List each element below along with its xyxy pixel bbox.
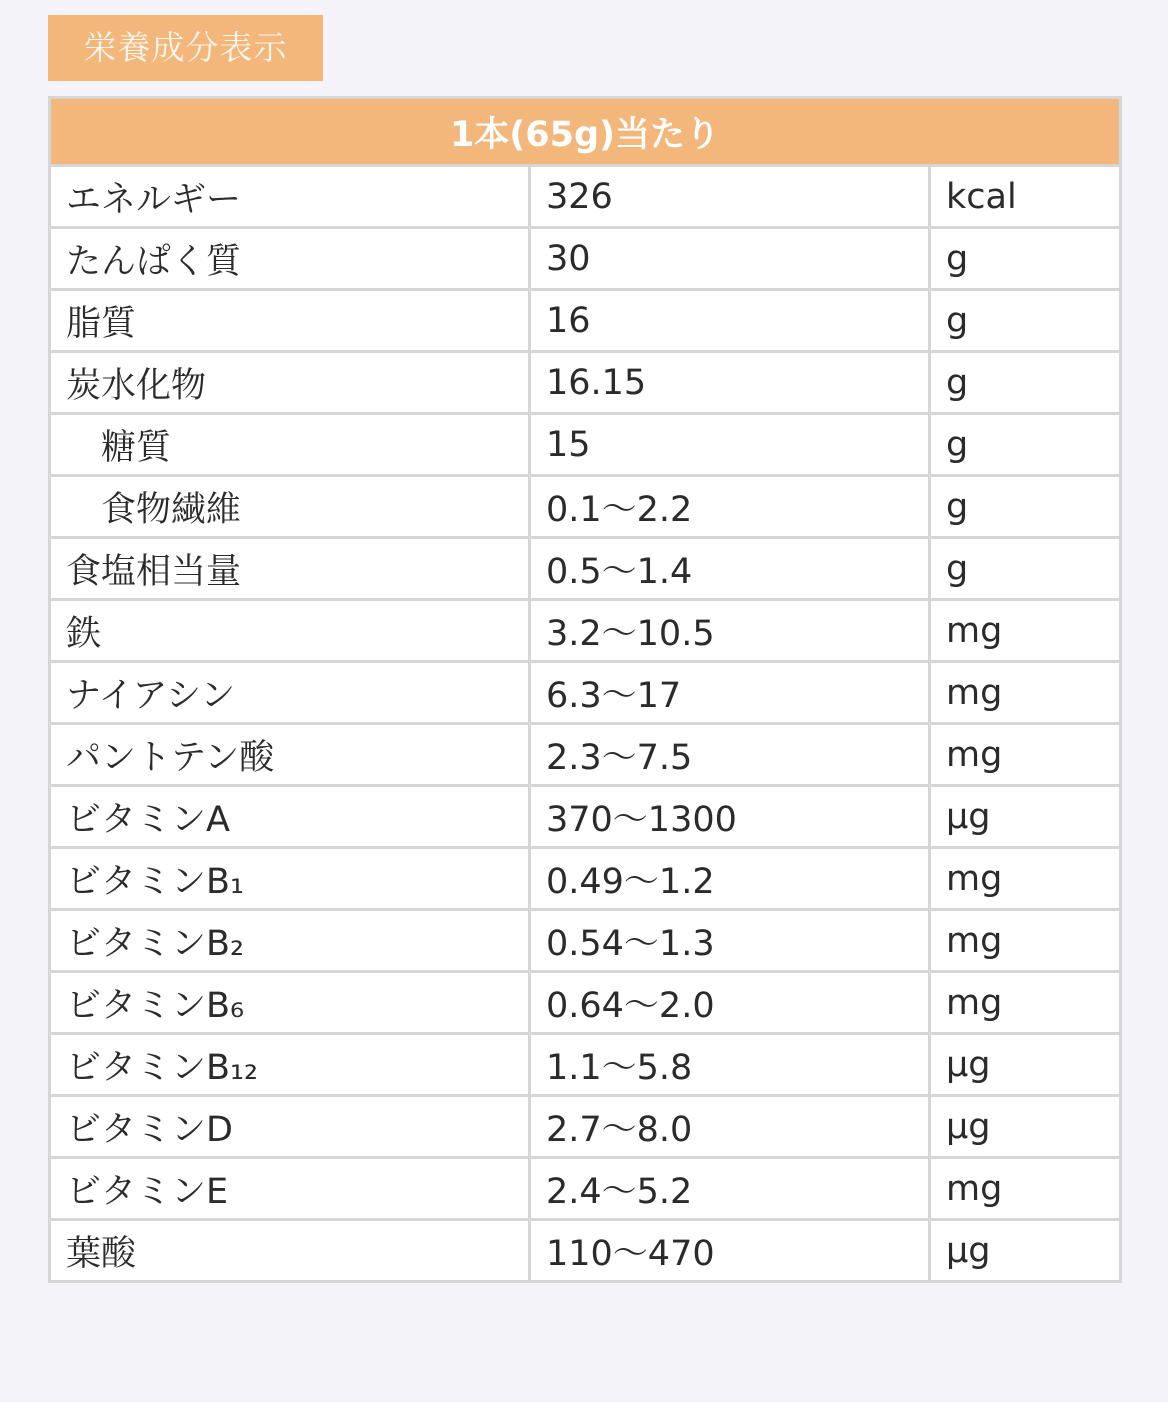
- table-row: [50, 910, 1121, 972]
- nutrient-name: 食物繊維: [50, 476, 530, 538]
- nutrient-unit: mg: [930, 600, 1121, 662]
- nutrient-name: パントテン酸: [50, 724, 530, 786]
- nutrient-value: 110〜470: [530, 1220, 930, 1282]
- table-row: [50, 228, 1121, 290]
- nutrient-name: ビタミンA: [50, 786, 530, 848]
- nutrient-value: 16.15: [530, 352, 930, 414]
- table-row: [50, 1158, 1121, 1220]
- nutrient-value: 2.3〜7.5: [530, 724, 930, 786]
- table-row: [50, 1220, 1121, 1282]
- table-row: [50, 538, 1121, 600]
- section-title-tag: 栄養成分表示: [48, 15, 323, 81]
- table-row: [50, 166, 1121, 228]
- table-header: 1本(65g)当たり: [50, 98, 1121, 166]
- nutrient-unit: mg: [930, 662, 1121, 724]
- nutrient-name: ビタミンB₂: [50, 910, 530, 972]
- nutrient-name: 葉酸: [50, 1220, 530, 1282]
- nutrient-unit: mg: [930, 910, 1121, 972]
- nutrition-table: [48, 96, 1122, 1283]
- nutrient-value: 6.3〜17: [530, 662, 930, 724]
- nutrient-unit: mg: [930, 848, 1121, 910]
- nutrient-unit: μg: [930, 1034, 1121, 1096]
- nutrient-unit: mg: [930, 724, 1121, 786]
- nutrient-value: 15: [530, 414, 930, 476]
- nutrient-name: 糖質: [50, 414, 530, 476]
- nutrient-name: ナイアシン: [50, 662, 530, 724]
- nutrient-unit: g: [930, 538, 1121, 600]
- nutrient-name: 脂質: [50, 290, 530, 352]
- table-row: [50, 786, 1121, 848]
- table-row: [50, 972, 1121, 1034]
- table-row: [50, 476, 1121, 538]
- nutrient-name: たんぱく質: [50, 228, 530, 290]
- nutrient-name: ビタミンD: [50, 1096, 530, 1158]
- nutrient-name: ビタミンB₆: [50, 972, 530, 1034]
- nutrient-unit: μg: [930, 1096, 1121, 1158]
- nutrient-value: 0.5〜1.4: [530, 538, 930, 600]
- nutrient-name: ビタミンE: [50, 1158, 530, 1220]
- nutrient-unit: kcal: [930, 166, 1121, 228]
- table-row: [50, 848, 1121, 910]
- nutrient-unit: μg: [930, 1220, 1121, 1282]
- nutrient-unit: g: [930, 228, 1121, 290]
- table-row: [50, 724, 1121, 786]
- nutrient-unit: g: [930, 414, 1121, 476]
- nutrient-name: 食塩相当量: [50, 538, 530, 600]
- table-row: [50, 290, 1121, 352]
- table-row: [50, 1096, 1121, 1158]
- table-header-row: [50, 98, 1121, 166]
- nutrient-unit: g: [930, 476, 1121, 538]
- nutrient-name: ビタミンB₁: [50, 848, 530, 910]
- nutrient-value: 0.54〜1.3: [530, 910, 930, 972]
- table-row: [50, 414, 1121, 476]
- nutrient-name: エネルギー: [50, 166, 530, 228]
- table-body: [50, 166, 1121, 1282]
- nutrient-value: 326: [530, 166, 930, 228]
- nutrient-unit: mg: [930, 1158, 1121, 1220]
- nutrient-value: 0.64〜2.0: [530, 972, 930, 1034]
- nutrition-table-container: [48, 96, 1119, 1283]
- nutrient-unit: mg: [930, 972, 1121, 1034]
- nutrient-value: 30: [530, 228, 930, 290]
- nutrient-value: 3.2〜10.5: [530, 600, 930, 662]
- table-row: [50, 352, 1121, 414]
- nutrient-value: 16: [530, 290, 930, 352]
- nutrient-value: 0.1〜2.2: [530, 476, 930, 538]
- nutrient-unit: μg: [930, 786, 1121, 848]
- nutrient-unit: g: [930, 352, 1121, 414]
- nutrient-name: 鉄: [50, 600, 530, 662]
- table-row: [50, 662, 1121, 724]
- table-row: [50, 1034, 1121, 1096]
- nutrient-name: 炭水化物: [50, 352, 530, 414]
- table-row: [50, 600, 1121, 662]
- nutrient-value: 1.1〜5.8: [530, 1034, 930, 1096]
- nutrient-value: 2.4〜5.2: [530, 1158, 930, 1220]
- nutrient-value: 2.7〜8.0: [530, 1096, 930, 1158]
- nutrient-name: ビタミンB₁₂: [50, 1034, 530, 1096]
- nutrient-value: 370〜1300: [530, 786, 930, 848]
- nutrient-unit: g: [930, 290, 1121, 352]
- nutrient-value: 0.49〜1.2: [530, 848, 930, 910]
